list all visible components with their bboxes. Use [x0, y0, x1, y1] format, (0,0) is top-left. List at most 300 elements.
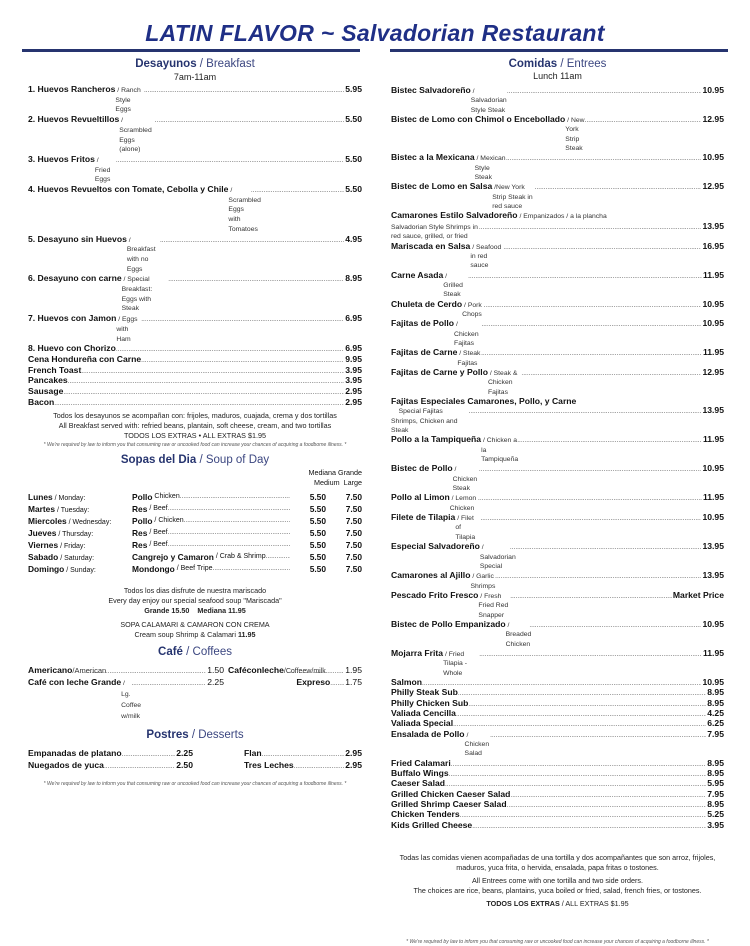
item-description: / Pork Chops: [462, 301, 484, 318]
size-header: [28, 468, 362, 488]
dot-leader: [507, 801, 707, 810]
soup-day: [28, 492, 132, 504]
dish-name: Pollo: [132, 515, 153, 526]
dot-leader: [469, 407, 702, 416]
dish-name: Mondongo: [132, 563, 175, 574]
dot-leader: [468, 700, 706, 709]
item-name: Sausage: [28, 386, 64, 397]
note: Todas las comidas vienen acompañadas de una tortilla y dos acompañantes que son arroz, frijoles, maduros, yuca frita, o hervida, ensalada, papa fritas o tostones.: [399, 853, 716, 873]
price-medium: 5.50: [309, 515, 326, 526]
item-price: 5.25: [707, 809, 724, 820]
dot-leader: [490, 731, 706, 740]
note: All Breakfast served with: refried beans, plantain, soft cheese, cream, and two tortillas: [58, 420, 332, 430]
item-description: / Special Breakfast: Eggs with Steak: [121, 276, 155, 313]
menu-item: [28, 85, 362, 115]
item-name: 5. Desayuno sin Huevos: [28, 233, 127, 244]
menu-item: [28, 314, 362, 344]
item-price: 4.25: [707, 708, 724, 718]
dish-name-en: / Beef: [147, 528, 168, 536]
item-price: 5.95: [345, 84, 362, 94]
item-name: Chuleta de Cerdo: [391, 298, 463, 309]
menu-item: [28, 387, 362, 398]
dot-leader: [517, 436, 702, 445]
item-description: / Chicken Salad: [464, 731, 491, 758]
day-name-en: / Saturday:: [58, 554, 95, 562]
dot-leader: [160, 236, 344, 246]
menu-item: [391, 688, 724, 698]
day-name: Viernes: [28, 539, 59, 550]
dot-leader: [141, 315, 344, 325]
price-large: 7.50: [345, 515, 362, 526]
dot-leader: [458, 689, 706, 698]
price-large: 7.50: [345, 527, 362, 538]
item-description: / Grilled Steak: [443, 272, 465, 299]
menu-item: [391, 810, 724, 820]
day-name-en: / Wednesday:: [66, 518, 112, 526]
soup-dish: [132, 492, 290, 502]
item-name: 2. Huevos Revueltillos: [28, 114, 120, 125]
item-price: 11.95: [702, 647, 724, 658]
item-price: 8.95: [707, 757, 724, 768]
menu-item: [391, 620, 724, 649]
item-price: Market Price: [672, 589, 724, 600]
price-large: 7.50: [345, 551, 362, 562]
note: The choices are rice, beans, plantains, yuca boiled or fried, salad, french fries, or tostones.: [413, 886, 702, 896]
item-price: 6.95: [345, 313, 362, 324]
item-name: Camarones Estilo Salvadoreño: [391, 210, 518, 221]
item-name: Fajitas de Carne: [391, 347, 458, 358]
item-price: 8.95: [707, 697, 724, 708]
item-price: 6.95: [345, 343, 362, 354]
menu-item: Caféconleche /Coffeew/milk ..... 1.95: [228, 665, 362, 677]
item-price: 8.95: [707, 799, 724, 810]
menu-item: [391, 153, 724, 182]
menu-item: [391, 211, 724, 221]
dot-leader: [481, 320, 701, 329]
menu-item: [391, 348, 724, 368]
note: SOPA CALAMARI & CAMARON CON CREMA: [120, 619, 270, 629]
item-price: 4.95: [345, 233, 362, 244]
soup-day: [28, 516, 132, 528]
item-price: 3.95: [707, 819, 724, 830]
section-heading: Café / Coffees: [158, 645, 232, 658]
item-description: / Chicken Fajitas: [454, 321, 481, 347]
soup-dish: [132, 504, 290, 514]
item-description: / Ranch Style Eggs: [115, 87, 143, 114]
dot-leader: [81, 367, 344, 377]
item-price: 7.95: [707, 788, 724, 799]
soup-day: [28, 504, 132, 516]
dot-leader: [529, 621, 701, 630]
soup-dish: [132, 540, 290, 550]
soup-day: [28, 552, 132, 564]
dot-leader: [481, 349, 702, 358]
item-description: / Garlic Shrimps: [470, 573, 496, 590]
section-heading: Desayunos / Breakfast: [135, 58, 255, 70]
menu-item: [391, 571, 724, 591]
item-description: / Salvadorian Style Steak: [470, 88, 509, 114]
menu-title: LATIN FLAVOR ~ Salvadorian Restaurant: [145, 20, 605, 46]
item-name: 1. Huevos Rancheros: [28, 84, 116, 94]
item-name: Valiada Cencilla: [391, 708, 456, 718]
item-price: 5.50: [345, 184, 362, 195]
entrees-list: [391, 86, 724, 831]
price-large: 7.50: [345, 539, 362, 550]
menu-item: Nuegados de yuca ..... 2.50: [28, 760, 193, 772]
item-name: Bistec de Pollo: [391, 463, 453, 474]
day-name-en: / Sunday:: [64, 566, 96, 574]
item-description: / Salvadorian Special: [479, 544, 518, 570]
soup-row: [28, 540, 362, 552]
dish-name-en: / Chicken: [152, 516, 184, 524]
breakfast-section: [28, 57, 362, 449]
item-name: Grilled Shrimp Caeser Salad: [391, 799, 507, 810]
dot-leader: [456, 710, 706, 719]
dot-leader: [521, 369, 701, 378]
item-price: 7.95: [707, 728, 724, 739]
price-medium: 5.50: [309, 491, 326, 502]
item-description: / Eggs with Ham: [116, 316, 140, 343]
item-price: 13.95: [702, 405, 724, 416]
menu-item: [391, 513, 724, 542]
item-price: 10.95: [702, 676, 724, 687]
day-name: Martes: [28, 503, 55, 514]
dot-leader: [54, 399, 344, 409]
dot-leader: [445, 780, 706, 789]
menu-item: Americano /American ..... 1.50: [28, 665, 224, 677]
menu-item: [391, 719, 724, 729]
dot-leader: [168, 528, 290, 538]
section-heading: Postres / Desserts: [146, 728, 244, 741]
disclaimer: * We're required by law to inform you that consuming raw or uncooked food can increase your chances of acquiring a foodborne illness. *: [43, 441, 347, 448]
dot-leader: [449, 770, 707, 779]
menu-item: [391, 730, 724, 759]
menu-item: [28, 274, 362, 314]
dish-name: Res: [132, 503, 148, 514]
entrees-section: [391, 57, 724, 909]
soup-day: [28, 564, 132, 576]
item-description: / Breakfast with no Eggs: [126, 236, 158, 273]
item-name: Fajitas de Carne y Pollo: [391, 366, 488, 377]
dot-leader: [480, 514, 701, 523]
divider: [22, 49, 360, 52]
dot-leader: [116, 156, 344, 166]
item-description: / Empanizados / a la plancha: [517, 213, 607, 221]
dish-name-en: / Beef: [147, 540, 168, 548]
item-name: Fajitas de Pollo: [391, 318, 455, 329]
item-description: / Filet of Tilapia: [455, 515, 476, 541]
dot-leader: [453, 720, 706, 729]
item-name: Carne Asada: [391, 269, 444, 280]
item-description: / Steak Fajitas: [457, 350, 483, 367]
item-description: / Lemon Chicken: [449, 495, 479, 512]
item-name: Pollo a la Tampiqueña: [391, 434, 482, 445]
dot-leader: [460, 811, 707, 820]
calamari-soup: [28, 620, 362, 640]
item-description: / Breaded Chicken: [505, 621, 534, 648]
divider: [390, 49, 728, 52]
menu-item: [391, 86, 724, 115]
price-medium: 5.50: [309, 527, 326, 538]
item-price: 12.95: [702, 114, 724, 125]
soup-row: [28, 552, 362, 564]
item-name: 6. Desayuno con carne: [28, 273, 122, 284]
item-name: Cena Hondureña con Carne: [28, 353, 142, 364]
soup-dish: [132, 564, 290, 574]
soup-dish: [132, 516, 290, 526]
coffee-section: [28, 645, 362, 722]
item-price: 2.95: [345, 396, 362, 407]
item-price: 2.95: [345, 386, 362, 397]
day-name-en: / Tuesday:: [55, 506, 90, 514]
menu-item: [391, 759, 724, 769]
soup-row: [28, 564, 362, 576]
item-name: Caeser Salad: [391, 778, 445, 789]
menu-item: [391, 182, 724, 211]
menu-item: [28, 366, 362, 377]
menu-item: [391, 709, 724, 719]
dot-leader: [213, 564, 290, 574]
item-name: Buffalo Wings: [391, 768, 449, 779]
item-price: 10.95: [702, 85, 724, 95]
item-description: / Scrambled Eggs (alone): [119, 117, 154, 154]
dish-name-en: / Beef Tripe: [174, 564, 213, 572]
item-name: Bistec de Lomo en Salsa: [391, 181, 493, 192]
dish-name-en: / Beef: [147, 504, 168, 512]
extras-note: TODOS LOS EXTRAS / ALL EXTRAS $1.95: [486, 899, 629, 909]
menu-item: [391, 769, 724, 779]
note: Every day enjoy our special seafood soup "Mariscada": [108, 595, 282, 605]
menu-item: [391, 115, 724, 153]
item-price: 9.95: [345, 353, 362, 364]
dot-leader: [585, 116, 702, 125]
item-name: French Toast: [28, 364, 82, 375]
item-name: Mariscada en Salsa: [391, 240, 471, 251]
item-name: Pescado Frito Fresco: [391, 589, 479, 600]
item-name: Salmon: [391, 676, 423, 687]
menu-item: [391, 779, 724, 789]
dot-leader: [468, 272, 702, 281]
dot-leader: [168, 504, 290, 514]
price-large: 7.50: [345, 491, 362, 502]
soup-day: [28, 540, 132, 552]
item-price: 8.95: [707, 768, 724, 779]
price-medium: 5.50: [309, 503, 326, 514]
size-header-es: Mediana Grande: [308, 467, 362, 477]
dot-leader: [484, 301, 702, 310]
day-name: Domingo: [28, 563, 65, 574]
item-price: 10.95: [702, 618, 724, 629]
item-price: 11.95: [702, 434, 724, 445]
item-description: / Seafood in red sauce: [470, 243, 504, 270]
item-price: 11.95: [702, 492, 724, 503]
dot-leader: [506, 154, 702, 163]
item-description: / Fried Tilapia - Whole: [443, 650, 469, 677]
dot-leader: [141, 356, 344, 366]
note: Todos los dias disfrute de nuestra mariscado: [123, 585, 267, 595]
dot-leader: [422, 679, 701, 688]
item-price: 13.95: [702, 220, 724, 231]
dot-leader: [251, 186, 344, 196]
item-price: 12.95: [702, 181, 724, 192]
dot-leader: [180, 492, 290, 502]
item-price: 10.95: [702, 512, 724, 523]
dot-leader: [451, 760, 707, 769]
item-price: 5.95: [707, 778, 724, 789]
mariscada-note: [28, 586, 362, 616]
menu-item: [391, 699, 724, 709]
soup-day: [28, 528, 132, 540]
item-price: 8.95: [707, 687, 724, 698]
item-name: Bacon: [28, 396, 55, 407]
dot-leader: [479, 223, 702, 232]
item-price: 10.95: [702, 318, 724, 329]
menu-item: [28, 235, 362, 275]
day-name-en: / Monday:: [52, 494, 86, 502]
dot-leader: [155, 116, 344, 126]
day-name-en: / Thursday:: [56, 530, 94, 538]
breakfast-hours: 7am-11am: [173, 72, 217, 82]
menu-item: [391, 406, 724, 435]
soup-section: [28, 453, 362, 640]
dot-leader: [116, 345, 344, 355]
item-name: 7. Huevos con Jamon: [28, 313, 117, 324]
item-name: Ensalada de Pollo: [391, 728, 465, 739]
day-name: Sabado: [28, 551, 59, 562]
item-price: 3.95: [345, 364, 362, 375]
menu-item: [391, 300, 724, 320]
menu-item: [391, 435, 724, 464]
menu-item: [391, 591, 724, 620]
item-name: Philly Steak Sub: [391, 687, 458, 698]
day-name: Jueves: [28, 527, 57, 538]
menu-item: [391, 678, 724, 688]
item-name: Bistec a la Mexicana: [391, 152, 475, 163]
item-name: Filete de Tilapia: [391, 512, 456, 523]
disclaimer: * We're required by law to inform you that consuming raw or uncooked food can increase your chances of acquiring a foodborne illness. *: [406, 939, 709, 946]
dot-leader: [472, 822, 706, 831]
price-medium: 5.50: [309, 551, 326, 562]
note: TODOS LOS EXTRAS • ALL EXTRAS $1.95: [124, 430, 266, 440]
note: All Entrees come with one tortilla and two side orders.: [472, 876, 643, 886]
dot-leader: [144, 86, 344, 96]
item-price: 3.95: [345, 375, 362, 386]
dot-leader: [478, 494, 702, 503]
day-name-en: / Friday:: [58, 542, 86, 550]
dish-name-en: / Crab & Shrimp: [213, 552, 266, 560]
menu-item: [28, 155, 362, 185]
item-description: Special Fajitas Shrimps, Chicken and Steak: [391, 408, 460, 435]
dot-leader: [510, 791, 706, 800]
breakfast-list: [28, 85, 362, 409]
item-price: 5.50: [345, 114, 362, 125]
item-price: 5.50: [345, 153, 362, 164]
soup-row: [28, 504, 362, 516]
item-name: Bistec de Lomo con Chimol o Encebollado: [391, 114, 566, 125]
menu-item: [391, 800, 724, 810]
dot-leader: [184, 516, 290, 526]
entrees-notes: [391, 853, 724, 909]
note: Todos los desayunos se acompañan con: frijoles, maduros, cuajada, crema y dos tortillas: [53, 410, 337, 420]
menu-item: [391, 242, 724, 271]
dot-leader: [168, 275, 344, 285]
item-name: Especial Salvadoreño: [391, 541, 480, 552]
item-name: Bistec de Pollo Empanizado: [391, 618, 506, 629]
item-price: 16.95: [702, 240, 724, 251]
item-name: Chicken Tenders: [391, 809, 460, 820]
soup-table: [28, 492, 362, 576]
dish-name: Res: [132, 527, 148, 538]
soup-dish: [132, 528, 290, 538]
item-price: 6.25: [707, 718, 724, 729]
menu-item: [391, 649, 724, 678]
menu-item: [28, 398, 362, 409]
item-description: Salvadorian Style Shrimps in red sauce, grilled, or fried: [391, 223, 480, 241]
menu-item: Expreso ..... 1.75: [228, 677, 362, 689]
dot-leader: [68, 377, 345, 387]
item-name: Kids Grilled Cheese: [391, 819, 473, 830]
section-heading: Comidas / Entrees: [508, 58, 607, 70]
menu-item: [28, 376, 362, 387]
item-name: 4. Huevos Revueltos con Tomate, Cebolla y Chile: [28, 184, 229, 195]
item-description: / Chicken a la Tampiqueña: [481, 437, 519, 464]
left-column: [28, 57, 362, 788]
breakfast-notes: [28, 411, 362, 441]
menu-item: [391, 493, 724, 513]
item-price: 8.95: [345, 273, 362, 284]
dot-leader: [510, 592, 672, 601]
item-description: / New York Strip Steak: [565, 117, 587, 153]
item-price: 11.95: [702, 269, 724, 280]
dot-leader: [266, 552, 290, 562]
menu-item: Flan ..... 2.95: [244, 748, 362, 760]
menu-item: [391, 542, 724, 571]
menu-item: [391, 368, 724, 397]
desserts-section: [28, 728, 362, 772]
item-name: 3. Huevos Fritos: [28, 153, 95, 164]
item-description: /New York Strip Steak in red sauce: [492, 184, 535, 211]
item-price: 10.95: [702, 152, 724, 163]
item-name: Mojarra Frita: [391, 647, 444, 658]
dish-name: Cangrejo y Camaron: [132, 551, 214, 562]
item-name: Pollo al Limon: [391, 492, 450, 503]
item-price: 10.95: [702, 298, 724, 309]
entrees-hours: Lunch 11am: [533, 71, 582, 81]
item-description: / Chicken Steak: [452, 466, 480, 493]
right-column: [391, 57, 724, 946]
item-name: Pancakes: [28, 375, 68, 386]
menu-item: [391, 821, 724, 831]
dot-leader: [479, 650, 702, 659]
dot-leader: [535, 183, 702, 192]
menu-item: [391, 397, 724, 406]
menu-item: Empanadas de platano ..... 2.25: [28, 748, 193, 760]
item-name: Camarones al Ajillo: [391, 570, 471, 581]
menu-item: [391, 271, 724, 300]
menu-item: [391, 222, 724, 242]
soup-dish: [132, 552, 290, 562]
dish-name: Pollo: [132, 491, 153, 502]
item-name: Valiada Special: [391, 718, 454, 729]
size-header-en: Medium Large: [314, 477, 362, 487]
mariscada-prices: Grande 15.50 Mediana 11.95: [144, 605, 246, 615]
dot-leader: [168, 540, 290, 550]
item-description: / Fresh Fried Red Snapper: [478, 592, 511, 619]
dot-leader: [503, 243, 701, 252]
item-name: Bistec Salvadoreño: [391, 85, 471, 95]
soup-row: [28, 528, 362, 540]
item-price: 12.95: [702, 366, 724, 377]
